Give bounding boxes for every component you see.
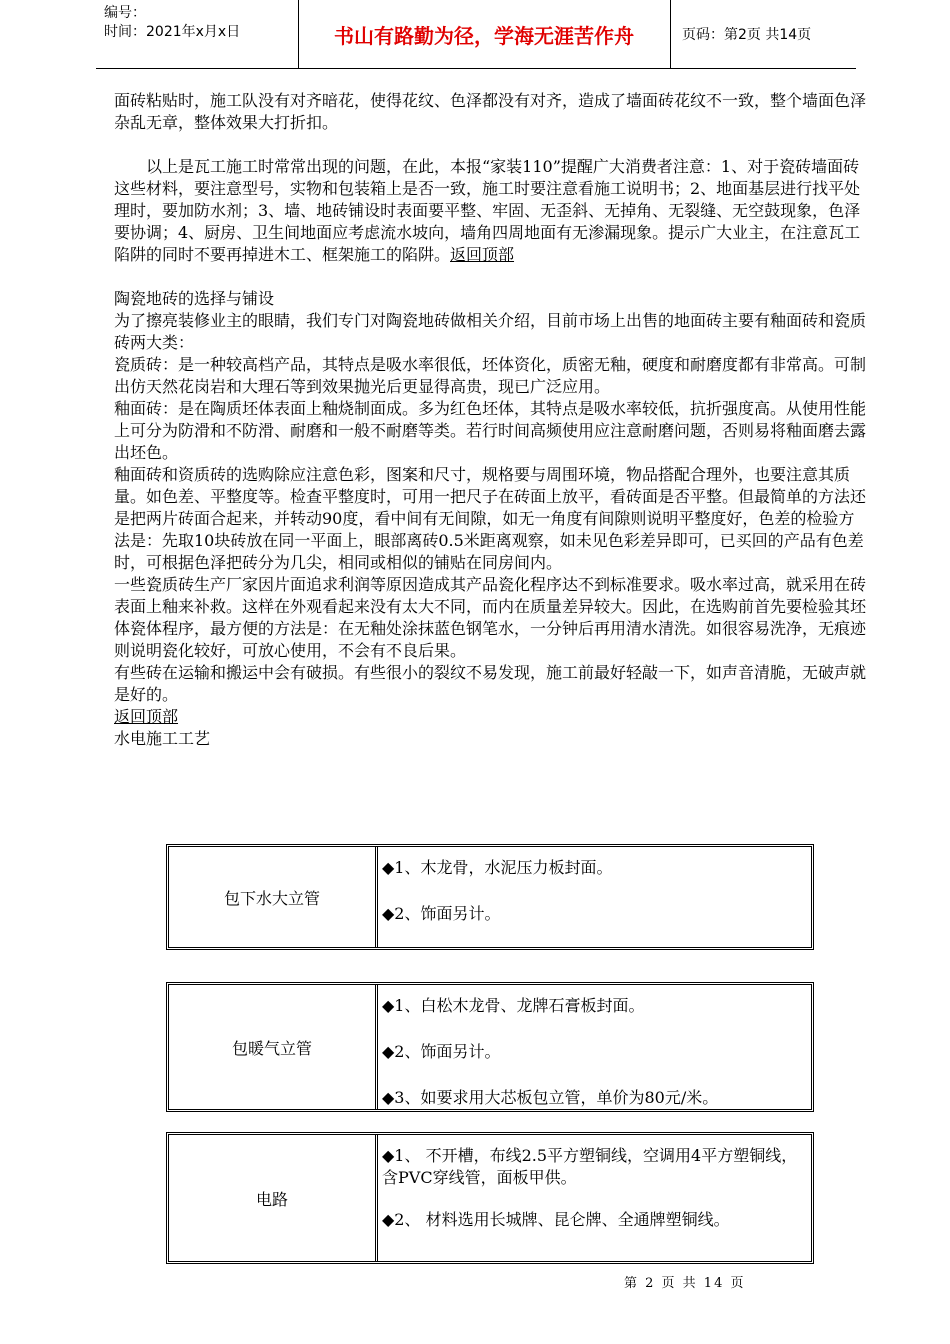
- page-footer: 第 2 页 共 14 页: [624, 1276, 746, 1291]
- back-to-top-link[interactable]: 返回顶部: [114, 707, 179, 726]
- table-detail-cell: [378, 1135, 811, 1261]
- paragraph: 面砖粘贴时，施工队没有对齐暗花，使得花纹、色泽都没有对齐，造成了墙面砖花纹不一致，整个墙面色泽杂乱无章，整体效果大打折扣。: [114, 91, 867, 132]
- document-body: [114, 90, 866, 750]
- section-title: 陶瓷地砖的选择与铺设: [114, 289, 275, 308]
- paragraph: 有些砖在运输和搬运中会有破损。有些很小的裂纹不易发现，施工前最好轻敲一下，如声音清脆，无破声就是好的。: [114, 663, 867, 704]
- table-item: ◆3、如要求用大芯板包立管，单价为80元/米。: [382, 1088, 719, 1107]
- header-meta: [104, 4, 240, 42]
- table-detail-cell: [378, 847, 811, 947]
- table-item: ◆2、饰面另计。: [382, 904, 501, 923]
- header-page-number: 页码：第2页 共14页: [682, 27, 812, 43]
- section-title: 水电施工工艺: [114, 729, 211, 748]
- table-item: ◆1、木龙骨，水泥压力板封面。: [382, 858, 613, 877]
- back-to-top-link[interactable]: 返回顶部: [450, 245, 515, 264]
- spec-table: [166, 982, 814, 1112]
- spec-table: [166, 1132, 814, 1264]
- paragraph: 瓷质砖：是一种较高档产品，其特点是吸水率很低，坯体资化，质密无釉，硬度和耐磨度都有非常高。可制出仿天然花岗岩和大理石等到效果抛光后更显得高贵，现已广泛应用。: [114, 355, 867, 396]
- table-item: ◆1、 不开槽，布线2.5平方塑铜线，空调用4平方塑铜线，含PVC穿线管，面板甲供。: [382, 1146, 798, 1187]
- table-item: ◆2、饰面另计。: [382, 1042, 501, 1061]
- serial-label: 编号：: [104, 5, 146, 21]
- table-label-cell: 包下水大立管: [169, 847, 378, 947]
- paragraph: 釉面砖和资质砖的选购除应注意色彩，图案和尺寸，规格要与周围环境，物品搭配合理外，也要注意其质量。如色差、平整度等。检查平整度时，可用一把尺子在砖面上放平，看砖面是否平整。但最简单的方法还是把两片砖面合起来，并转动90度，看中间有无间隙，如无一角度有间隙则说明平整度好，色差的检验方法是：先取10块砖放在同一平面上，眼部离砖0.5米距离观察，如未见色彩差异即可，已买回的产品有色差时，可根据色泽把砖分为几尖，相同或相似的铺贴在同房间内。: [114, 465, 867, 572]
- time-label: 时间：2021年x月x日: [104, 24, 241, 40]
- header-motto: 书山有路勤为径，学海无涯苦作舟: [334, 24, 634, 48]
- table-item: ◆2、 材料选用长城牌、昆仑牌、全通牌塑铜线。: [382, 1210, 730, 1229]
- paragraph: 为了擦亮装修业主的眼睛，我们专门对陶瓷地砖做相关介绍，目前市场上出售的地面砖主要有釉面砖和瓷质砖两大类：: [114, 311, 867, 352]
- table-label-cell: 包暖气立管: [169, 985, 378, 1109]
- table-label-cell: 电路: [169, 1135, 378, 1261]
- table-item: ◆1、白松木龙骨、龙牌石膏板封面。: [382, 996, 645, 1015]
- page-header: [96, 0, 856, 69]
- spec-table: [166, 844, 814, 950]
- paragraph-text: 以上是瓦工施工时常常出现的问题，在此，本报“家装110”提醒广大消费者注意：1、对于瓷砖墙面砖这些材料，要注意型号，实物和包装箱上是否一致，施工时要注意看施工说明书；2、地面基层进行找平处理时，要加防水剂；3、墙、地砖铺设时表面要平整、牢固、无歪斜、无掉角、无裂缝、无空鼓现象，色泽要协调；4、厨房、卫生间地面应考虑流水坡向，墙角四周地面有无渗漏现象。提示广大业主，在注意瓦工陷阱的同时不要再掉进木工、框架施工的陷阱。: [114, 157, 861, 264]
- paragraph: [114, 156, 866, 266]
- paragraph: 釉面砖：是在陶质坯体表面上釉烧制面成。多为红色坯体，其特点是吸水率较低，抗折强度高。从使用性能上可分为防滑和不防滑、耐磨和一般不耐磨等类。若行时间高频使用应注意耐磨问题，否则易将釉面磨去露出坯色。: [114, 399, 867, 462]
- table-detail-cell: [378, 985, 811, 1109]
- paragraph: 一些瓷质砖生产厂家因片面追求利润等原因造成其产品瓷化程序达不到标准要求。吸水率过高，就采用在砖表面上釉来补救。这样在外观看起来没有太大不同，而内在质量差异较大。因此，在选购前首先要检验其坯体瓷体程序，最方便的方法是：在无釉处涂抹蓝色钢笔水，一分钟后再用清水清洗。如很容易洗净，无痕迹则说明瓷化较好，可放心使用，不会有不良后果。: [114, 575, 867, 660]
- header-divider: [670, 0, 671, 68]
